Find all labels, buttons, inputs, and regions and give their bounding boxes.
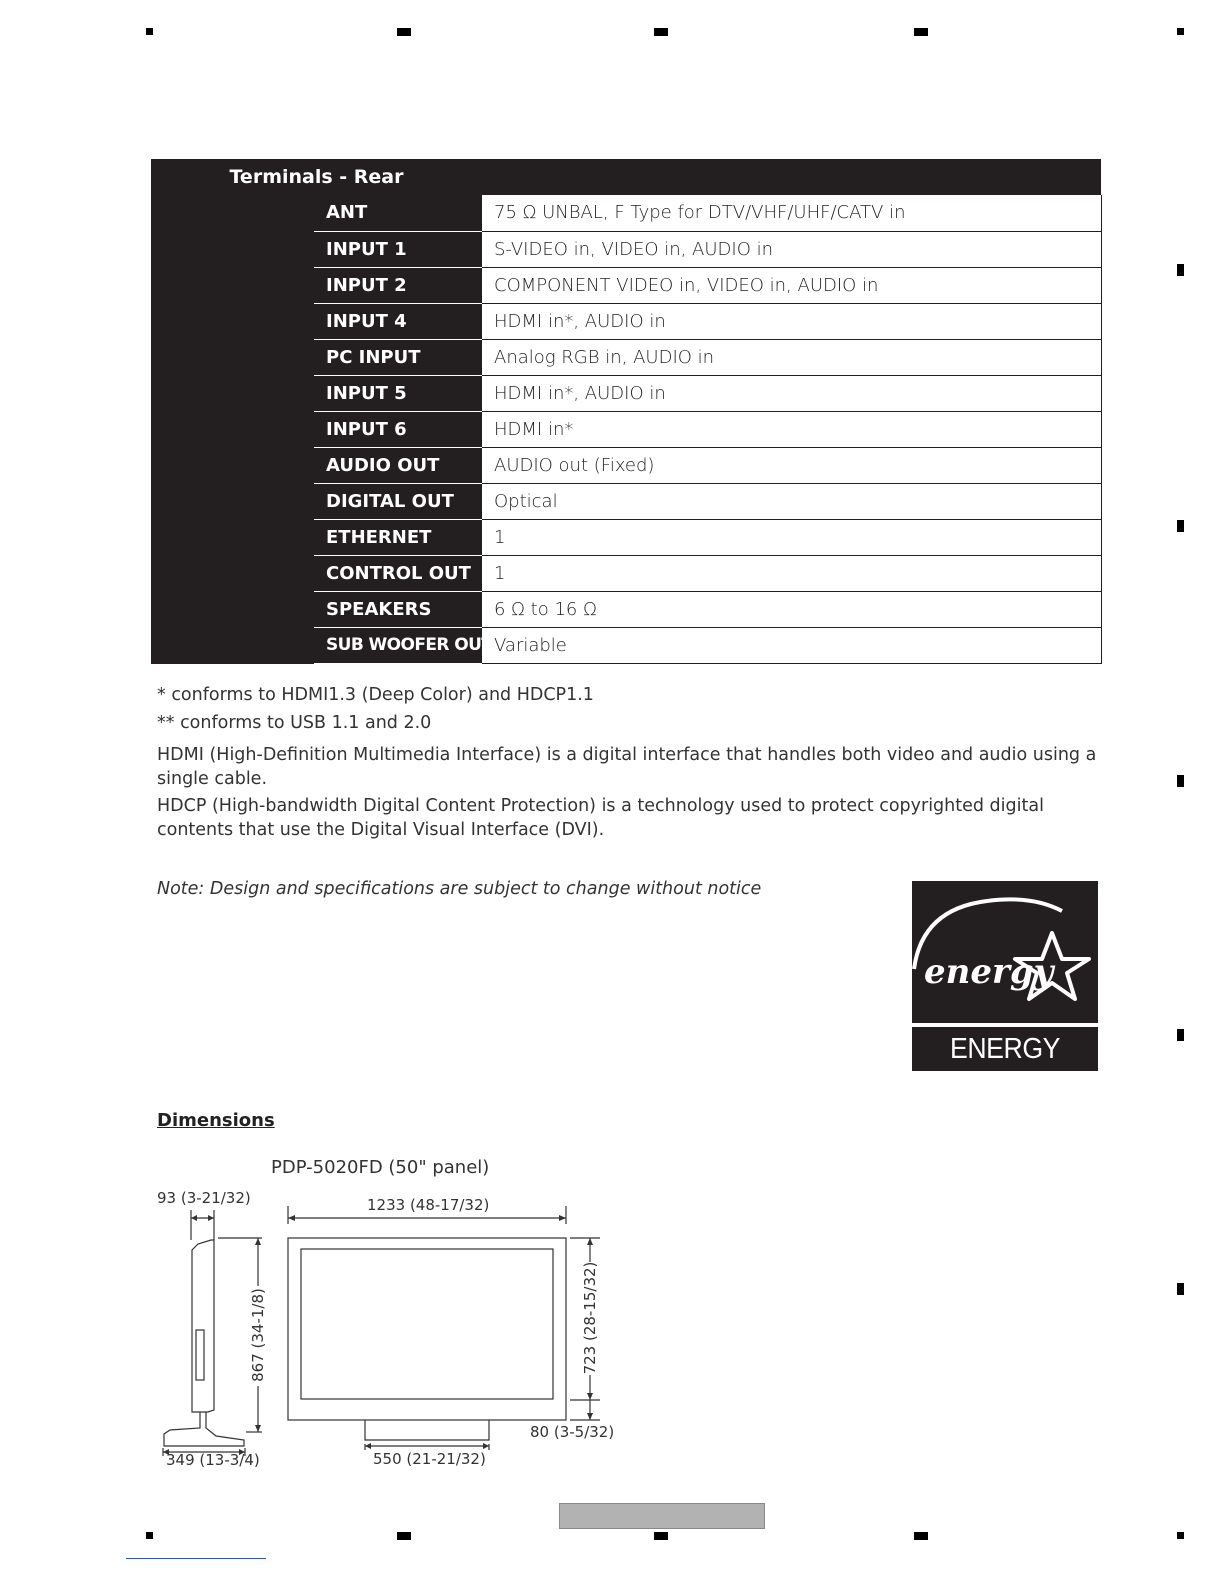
terminal-spec: Analog RGB in, AUDIO in [482,339,1101,375]
model-label: PDP-5020FD (50" panel) [271,1157,490,1178]
terminal-name: ETHERNET [314,519,482,555]
terminal-spec: Variable [482,627,1101,663]
terminal-name: CONTROL OUT [314,555,482,591]
terminal-name: PC INPUT [314,339,482,375]
terminal-spec: Optical [482,483,1101,519]
table-header: Terminals - Rear [151,159,482,195]
terminal-name: SUB WOOFER OUT [314,627,482,663]
hdcp-definition: HDCP (High-bandwidth Digital Content Protection) is a technology used to protect copyrighted digital contents that use the Digital Visual Interface (DVI). [157,796,1044,840]
footer-rule [126,1558,266,1559]
terminal-name: ANT [314,195,482,231]
terminal-name: AUDIO OUT [314,447,482,483]
depth-dimension-label: 93 (3-21/32) [157,1189,251,1207]
bottom-gap-dimension-label: 80 (3-5/32) [530,1423,615,1441]
energy-script-text: energy [924,952,1054,992]
spec-change-note: Note: Design and specifications are subject to change without notice [157,879,762,899]
terminal-spec: 75 Ω UNBAL, F Type for DTV/VHF/UHF/CATV in [482,195,1101,231]
hdmi-definition: HDMI (High-Definition Multimedia Interface) is a digital interface that handles both video and audio using a single cable. [157,745,1097,789]
dimensions-heading: Dimensions [157,1110,275,1131]
terminal-spec: AUDIO out (Fixed) [482,447,1101,483]
width-dimension-label: 1233 (48-17/32) [367,1196,490,1214]
terminal-name: DIGITAL OUT [314,483,482,519]
terminal-spec: 6 Ω to 16 Ω [482,591,1101,627]
terminal-spec: COMPONENT VIDEO in, VIDEO in, AUDIO in [482,267,1101,303]
page-number-box [559,1503,765,1529]
terminal-spec: HDMI in* [482,411,1101,447]
footnote-hdmi-conform: * conforms to HDMI1.3 (Deep Color) and HDCP1.1 [157,685,594,705]
terminal-name: INPUT 1 [314,231,482,267]
terminal-name: INPUT 5 [314,375,482,411]
terminal-name: SPEAKERS [314,591,482,627]
terminal-spec: HDMI in*, AUDIO in [482,375,1101,411]
terminal-spec: 1 [482,555,1101,591]
terminal-spec: 1 [482,519,1101,555]
footnote-usb-conform: ** conforms to USB 1.1 and 2.0 [157,713,432,733]
terminal-spec: HDMI in*, AUDIO in [482,303,1101,339]
stand-width-dimension-label: 550 (21-21/32) [373,1450,486,1468]
energy-star-caption: ENERGY STAR [950,1033,1060,1109]
terminal-name: INPUT 4 [314,303,482,339]
terminal-name: INPUT 2 [314,267,482,303]
stand-depth-dimension-label: 349 (13-3/4) [166,1451,260,1469]
terminal-spec: S-VIDEO in, VIDEO in, AUDIO in [482,231,1101,267]
terminal-name: INPUT 6 [314,411,482,447]
total-height-dimension-label: 867 (34-1/8) [249,1288,267,1382]
panel-height-dimension-label: 723 (28-15/32) [581,1261,599,1375]
